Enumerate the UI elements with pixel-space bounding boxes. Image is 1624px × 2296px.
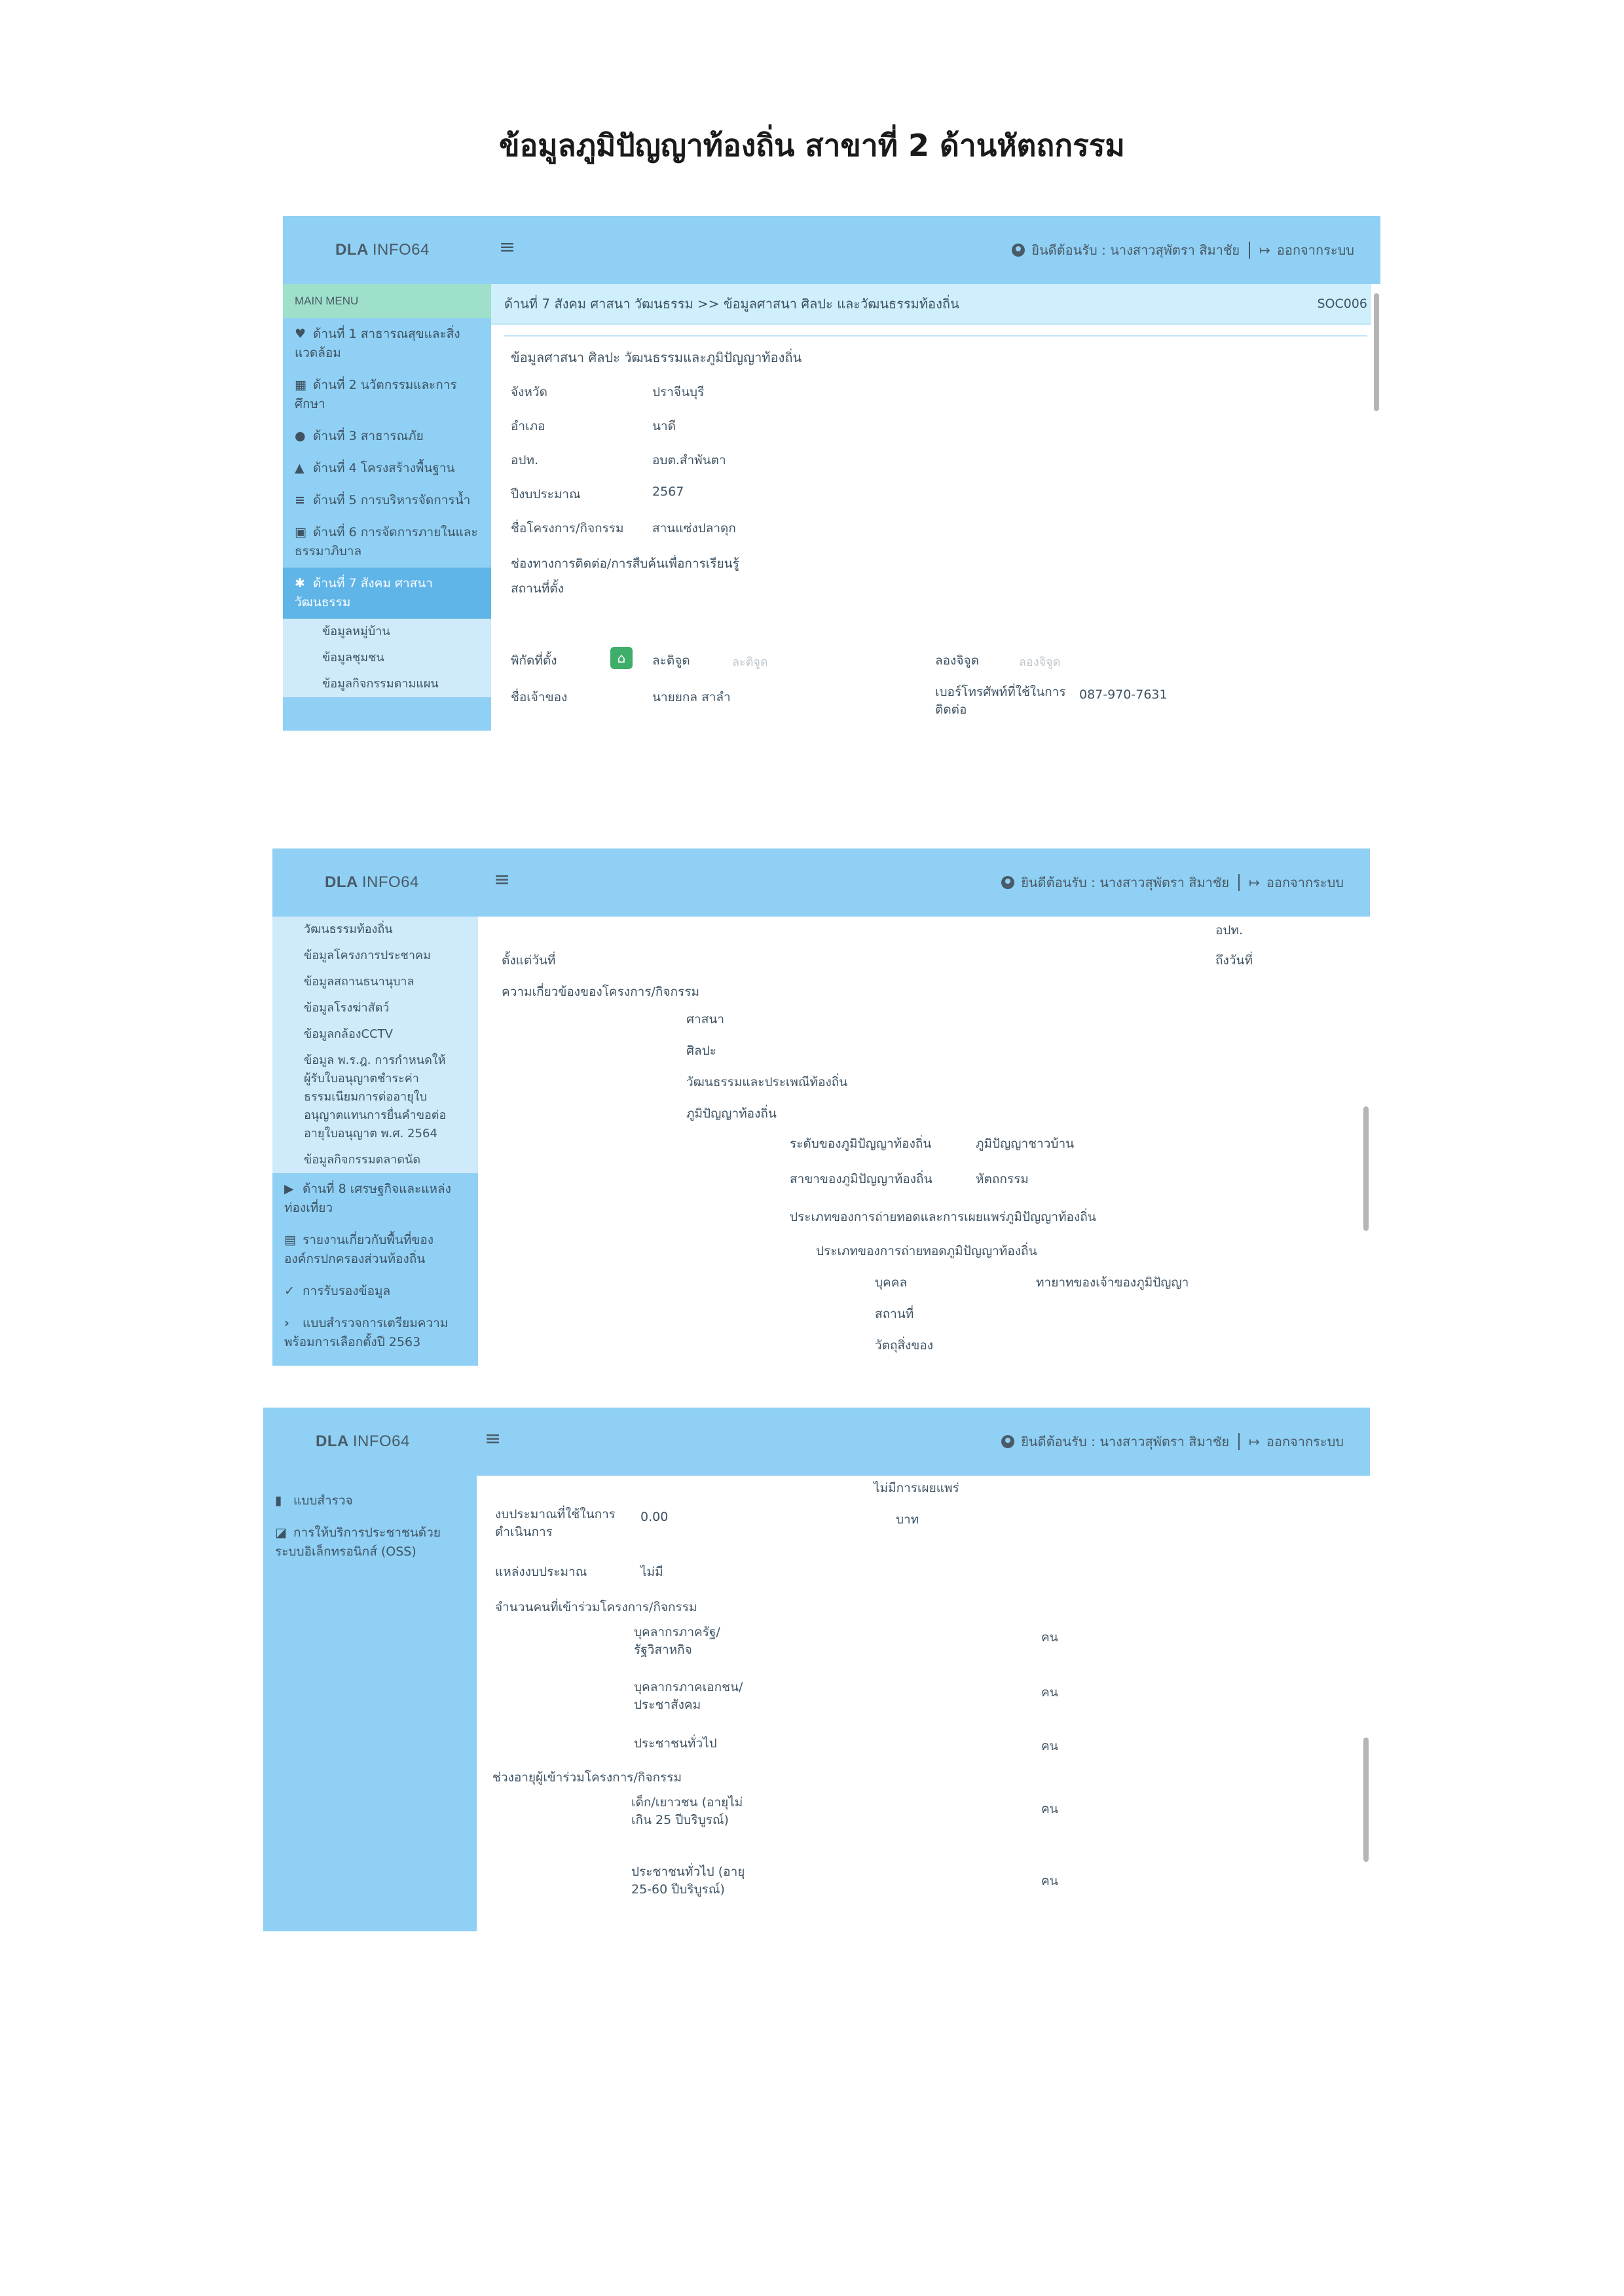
scrollbar[interactable]: [1371, 284, 1380, 731]
field-label-province: จังหวัด: [511, 385, 547, 399]
relation-label: ความเกี่ยวข้องของโครงการ/กิจกรรม: [502, 985, 699, 999]
user-circle-icon: [1012, 244, 1025, 257]
users-icon: ✱: [295, 576, 305, 591]
scrollbar-thumb[interactable]: [1363, 1106, 1369, 1231]
sidebar-sub-item[interactable]: ข้อมูลสถานธนานุบาล: [304, 975, 415, 989]
location-label: สถานที่ตั้ง: [511, 581, 564, 596]
source-label: แหล่งงบประมาณ: [495, 1565, 587, 1579]
sidebar-nav-label: ด้านที่ 5 การบริหารจัดการน้ำ: [313, 493, 471, 507]
main-content: [491, 284, 1380, 731]
relation-religion: ศาสนา: [686, 1012, 724, 1027]
hamburger-icon[interactable]: ≡: [499, 236, 516, 259]
building-icon: ▣: [295, 525, 306, 539]
sidebar-sub-item[interactable]: ข้อมูลหมู่บ้าน: [322, 625, 390, 638]
transfer-item-object: วัตถุสิ่งของ: [875, 1338, 934, 1353]
page-code: SOC006: [1317, 297, 1367, 311]
branch-value: หัตถกรรม: [976, 1172, 1029, 1186]
age-general-unit: คน: [1041, 1874, 1058, 1888]
main-content: [477, 1476, 1370, 1931]
sidebar-nav-label: รายงานเกี่ยวกับพื้นที่ขององค์กรปกครองส่วนท้องถิ่น: [284, 1233, 434, 1266]
level-value: ภูมิปัญญาชาวบ้าน: [976, 1137, 1075, 1151]
sidebar-nav-item[interactable]: [283, 568, 491, 619]
lng-label: ลองจิจูด: [935, 653, 979, 668]
sidebar-nav-item[interactable]: [283, 452, 491, 484]
sidebar-nav-label: แบบสำรวจการเตรียมความพร้อมการเลือกตั้งปี 2563: [284, 1316, 449, 1349]
field-value-province: ปราจีนบุรี: [652, 385, 705, 399]
transfer-item-place: สถานที่: [875, 1307, 914, 1321]
hamburger-icon[interactable]: ≡: [485, 1427, 502, 1450]
scrollbar-thumb[interactable]: [1363, 1738, 1369, 1862]
sidebar-nav-item[interactable]: [263, 1517, 477, 1568]
welcome-text: ยินดีต้อนรับ : นางสาวสุพัตรา สิมาชัย: [1031, 242, 1240, 258]
sidebar-sub-item[interactable]: ข้อมูลกล้องCCTV: [304, 1027, 393, 1041]
owner-label: ชื่อเจ้าของ: [511, 690, 568, 704]
budget-label: งบประมาณที่ใช้ในการดำเนินการ: [495, 1507, 616, 1539]
chevron-right-icon: ›: [284, 1316, 289, 1330]
document-icon: ▤: [284, 1233, 296, 1247]
logout-link[interactable]: ออกจากระบบ: [1266, 1434, 1344, 1449]
sidebar-nav-label: ด้านที่ 3 สาธารณภัย: [313, 429, 424, 443]
end-date-label: ถึงวันที่: [1215, 953, 1253, 968]
scrollbar[interactable]: [1361, 1476, 1370, 1931]
sidebar-nav-item[interactable]: [283, 484, 491, 517]
brand-logo[interactable]: DLA INFO64: [335, 241, 430, 259]
participant-private: บุคลากรภาคเอกชน/ประชาสังคม: [634, 1680, 743, 1712]
sidebar-sub-item[interactable]: ข้อมูลโรงฆ่าสัตว์: [304, 1001, 390, 1015]
sidebar-nav-item[interactable]: [283, 517, 491, 568]
top-header: [272, 848, 1370, 917]
user-area: [1001, 1408, 1344, 1476]
level-label: ระดับของภูมิปัญญาท้องถิ่น: [790, 1137, 932, 1151]
file-icon: ▮: [275, 1493, 282, 1508]
transfer-kind-label: ประเภทของการถ่ายทอดภูมิปัญญาท้องถิ่น: [816, 1244, 1037, 1258]
participant-gov: บุคลากรภาครัฐ/รัฐวิสาหกิจ: [634, 1625, 720, 1657]
divider: [1238, 874, 1240, 891]
brand-logo[interactable]: DLA INFO64: [325, 873, 419, 891]
main-content: [478, 917, 1370, 1366]
relation-wisdom: ภูมิปัญญาท้องถิ่น: [686, 1106, 777, 1121]
transfer-type-label: ประเภทของการถ่ายทอดและการเผยแพร่ภูมิปัญญาท้องถิ่น: [790, 1210, 1096, 1224]
sidebar-nav-item[interactable]: [283, 318, 491, 369]
sidebar-nav-label: ด้านที่ 2 นวัตกรรมและการศึกษา: [295, 378, 457, 411]
check-icon: ✓: [284, 1284, 295, 1298]
hamburger-icon[interactable]: ≡: [494, 868, 511, 891]
sidebar: [272, 917, 478, 1366]
participant-public-unit: คน: [1041, 1739, 1058, 1753]
heart-icon: ♥: [295, 327, 306, 341]
sign-out-icon[interactable]: ↦: [1259, 242, 1270, 258]
sidebar-sub-item[interactable]: ข้อมูลโครงการประชาคม: [304, 949, 431, 962]
scrollbar-thumb[interactable]: [1374, 293, 1379, 411]
sign-out-icon[interactable]: ↦: [1249, 1434, 1260, 1449]
sidebar-nav-label: ด้านที่ 7 สังคม ศาสนา วัฒนธรรม: [295, 576, 433, 610]
road-icon: ▲: [295, 461, 304, 475]
sidebar-sub-item[interactable]: วัฒนธรรมท้องถิ่น: [304, 922, 393, 936]
user-area: [1001, 848, 1344, 917]
age-youth: เด็ก/เยาวชน (อายุไม่เกิน 25 ปีบริบูรณ์): [631, 1795, 743, 1827]
participants-label: จำนวนคนที่เข้าร่วมโครงการ/กิจกรรม: [495, 1600, 697, 1614]
bars-icon: ≡: [295, 493, 305, 507]
transfer-item-person: บุคคล: [875, 1275, 908, 1290]
coord-label: พิกัดที่ตั้ง: [511, 653, 557, 668]
start-date-label: ตั้งแต่วันที่: [502, 953, 556, 968]
sidebar-nav-label: ด้านที่ 8 เศรษฐกิจและแหล่งท่องเที่ยว: [284, 1182, 451, 1215]
section-title: ข้อมูลศาสนา ศิลปะ วัฒนธรรมและภูมิปัญญาท้องถิ่น: [511, 350, 802, 365]
user-circle-icon: [1001, 1435, 1014, 1448]
top-header: [263, 1408, 1370, 1476]
phone-label: เบอร์โทรศัพท์ที่ใช้ในการติดต่อ: [935, 685, 1066, 717]
field-value-org: อบต.สำพันตา: [652, 453, 726, 467]
sidebar-nav-label: ด้านที่ 4 โครงสร้างพื้นฐาน: [313, 461, 455, 475]
sidebar-sub-item[interactable]: ข้อมูล พ.ร.ฎ. การกำหนดให้ผู้รับใบอนุญาตชำระค่าธรรมเนียมการต่ออายุใบอนุญาตแทนการยื่นคำขอต่ออายุใบอนุญาต พ.ศ. 2564: [304, 1053, 447, 1140]
camera-icon: ▶: [284, 1182, 294, 1196]
breadcrumb-text[interactable]: ด้านที่ 7 สังคม ศาสนา วัฒนธรรม >> ข้อมูลศาสนา ศิลปะ และวัฒนธรรมท้องถิ่น: [504, 296, 959, 312]
user-circle-icon: [1001, 876, 1014, 889]
sidebar-nav-item[interactable]: [283, 369, 491, 420]
phone-value: 087-970-7631: [1079, 687, 1168, 702]
divider: [1249, 242, 1250, 259]
sidebar-nav-item[interactable]: [272, 1173, 478, 1224]
sidebar-nav-label: การให้บริการประชาชนด้วยระบบอิเล็กทรอนิกส์ (OSS): [275, 1525, 441, 1559]
sidebar-nav-label: ด้านที่ 1 สาธารณสุขและสิ่งแวดล้อม: [295, 327, 460, 360]
field-value-district: นาดี: [652, 419, 676, 433]
logout-link[interactable]: ออกจากระบบ: [1266, 875, 1344, 890]
age-label: ช่วงอายุผู้เข้าร่วมโครงการ/กิจกรรม: [492, 1770, 682, 1785]
divider: [504, 335, 1367, 337]
field-label-district: อำเภอ: [511, 419, 545, 433]
sidebar-nav-item[interactable]: [272, 1307, 478, 1358]
external-link-icon: ◪: [275, 1525, 287, 1540]
breadcrumb: [491, 284, 1380, 325]
age-general: ประชาชนทั่วไป (อายุ 25-60 ปีบริบูรณ์): [631, 1865, 745, 1897]
participant-private-unit: คน: [1041, 1685, 1058, 1700]
lng-input[interactable]: ลองจิจูด: [1019, 655, 1061, 669]
divider: [1238, 1433, 1240, 1450]
field-label-org: อปท.: [511, 453, 539, 467]
participant-gov-unit: คน: [1041, 1630, 1058, 1645]
sidebar-sub-item[interactable]: ข้อมูลชุมชน: [322, 651, 384, 665]
transfer-value: ทายาทของเจ้าของภูมิปัญญา: [1036, 1275, 1189, 1290]
field-value-year: 2567: [652, 484, 684, 499]
publish-label: ไม่มีการเผยแพร่: [874, 1481, 959, 1495]
sidebar-nav-item[interactable]: [283, 420, 491, 452]
sidebar-sub-item[interactable]: ข้อมูลกิจกรรมตามแผน: [322, 677, 439, 691]
lat-input[interactable]: ละติจูด: [732, 655, 768, 669]
budget-value: 0.00: [640, 1510, 669, 1524]
screenshot-2: [272, 848, 1370, 1366]
welcome-text: ยินดีต้อนรับ : นางสาวสุพัตรา สิมาชัย: [1021, 1434, 1230, 1449]
user-shield-icon: ●: [295, 429, 306, 443]
field-label-project: ชื่อโครงการ/กิจกรรม: [511, 521, 624, 536]
relation-culture: วัฒนธรรมและประเพณีท้องถิ่น: [686, 1075, 848, 1089]
baht-label: บาท: [896, 1512, 919, 1527]
sidebar-nav-label: การรับรองข้อมูล: [303, 1284, 391, 1298]
field-value-project: สานแซ่งปลาดุก: [652, 521, 736, 536]
sidebar-sub-item[interactable]: ข้อมูลกิจกรรมตลาดนัด: [304, 1153, 421, 1167]
field-label-year: ปีงบประมาณ: [511, 487, 581, 501]
owner-value: นายยกล สาลำ: [652, 690, 731, 704]
main-menu-label: MAIN MENU: [283, 284, 491, 318]
top-header: [283, 216, 1380, 284]
map-marker-icon[interactable]: ⌂: [610, 647, 633, 669]
sidebar: [283, 284, 491, 731]
sidebar-nav-item[interactable]: [272, 1224, 478, 1275]
user-area: [1012, 216, 1354, 284]
page-title: ข้อมูลภูมิปัญญาท้องถิ่น สาขาที่ 2 ด้านหัตถกรรม: [499, 128, 1125, 163]
sidebar-nav-item[interactable]: [263, 1485, 477, 1517]
source-value: ไม่มี: [640, 1565, 663, 1579]
org-label: อปท.: [1215, 923, 1244, 938]
screenshot-3: [263, 1408, 1370, 1931]
participant-public: ประชาชนทั่วไป: [634, 1736, 717, 1751]
relation-art: ศิลปะ: [686, 1044, 716, 1058]
welcome-text: ยินดีต้อนรับ : นางสาวสุพัตรา สิมาชัย: [1021, 875, 1230, 890]
screenshot-1: [283, 216, 1380, 731]
sidebar: [263, 1476, 477, 1931]
scrollbar[interactable]: [1361, 917, 1370, 1366]
sidebar-nav-label: แบบสำรวจ: [293, 1493, 353, 1508]
school-icon: ▦: [295, 378, 306, 392]
sign-out-icon[interactable]: ↦: [1249, 875, 1260, 890]
branch-label: สาขาของภูมิปัญญาท้องถิ่น: [790, 1172, 932, 1186]
channel-label: ช่องทางการติดต่อ/การสืบค้นเพื่อการเรียนรู้: [511, 556, 739, 571]
age-youth-unit: คน: [1041, 1802, 1058, 1816]
brand-logo[interactable]: DLA INFO64: [316, 1432, 410, 1450]
sidebar-nav-label: ด้านที่ 6 การจัดการภายในและธรรมาภิบาล: [295, 525, 478, 558]
logout-link[interactable]: ออกจากระบบ: [1276, 242, 1354, 258]
lat-label: ละติจูด: [652, 653, 690, 668]
sidebar-nav-item[interactable]: [272, 1275, 478, 1307]
